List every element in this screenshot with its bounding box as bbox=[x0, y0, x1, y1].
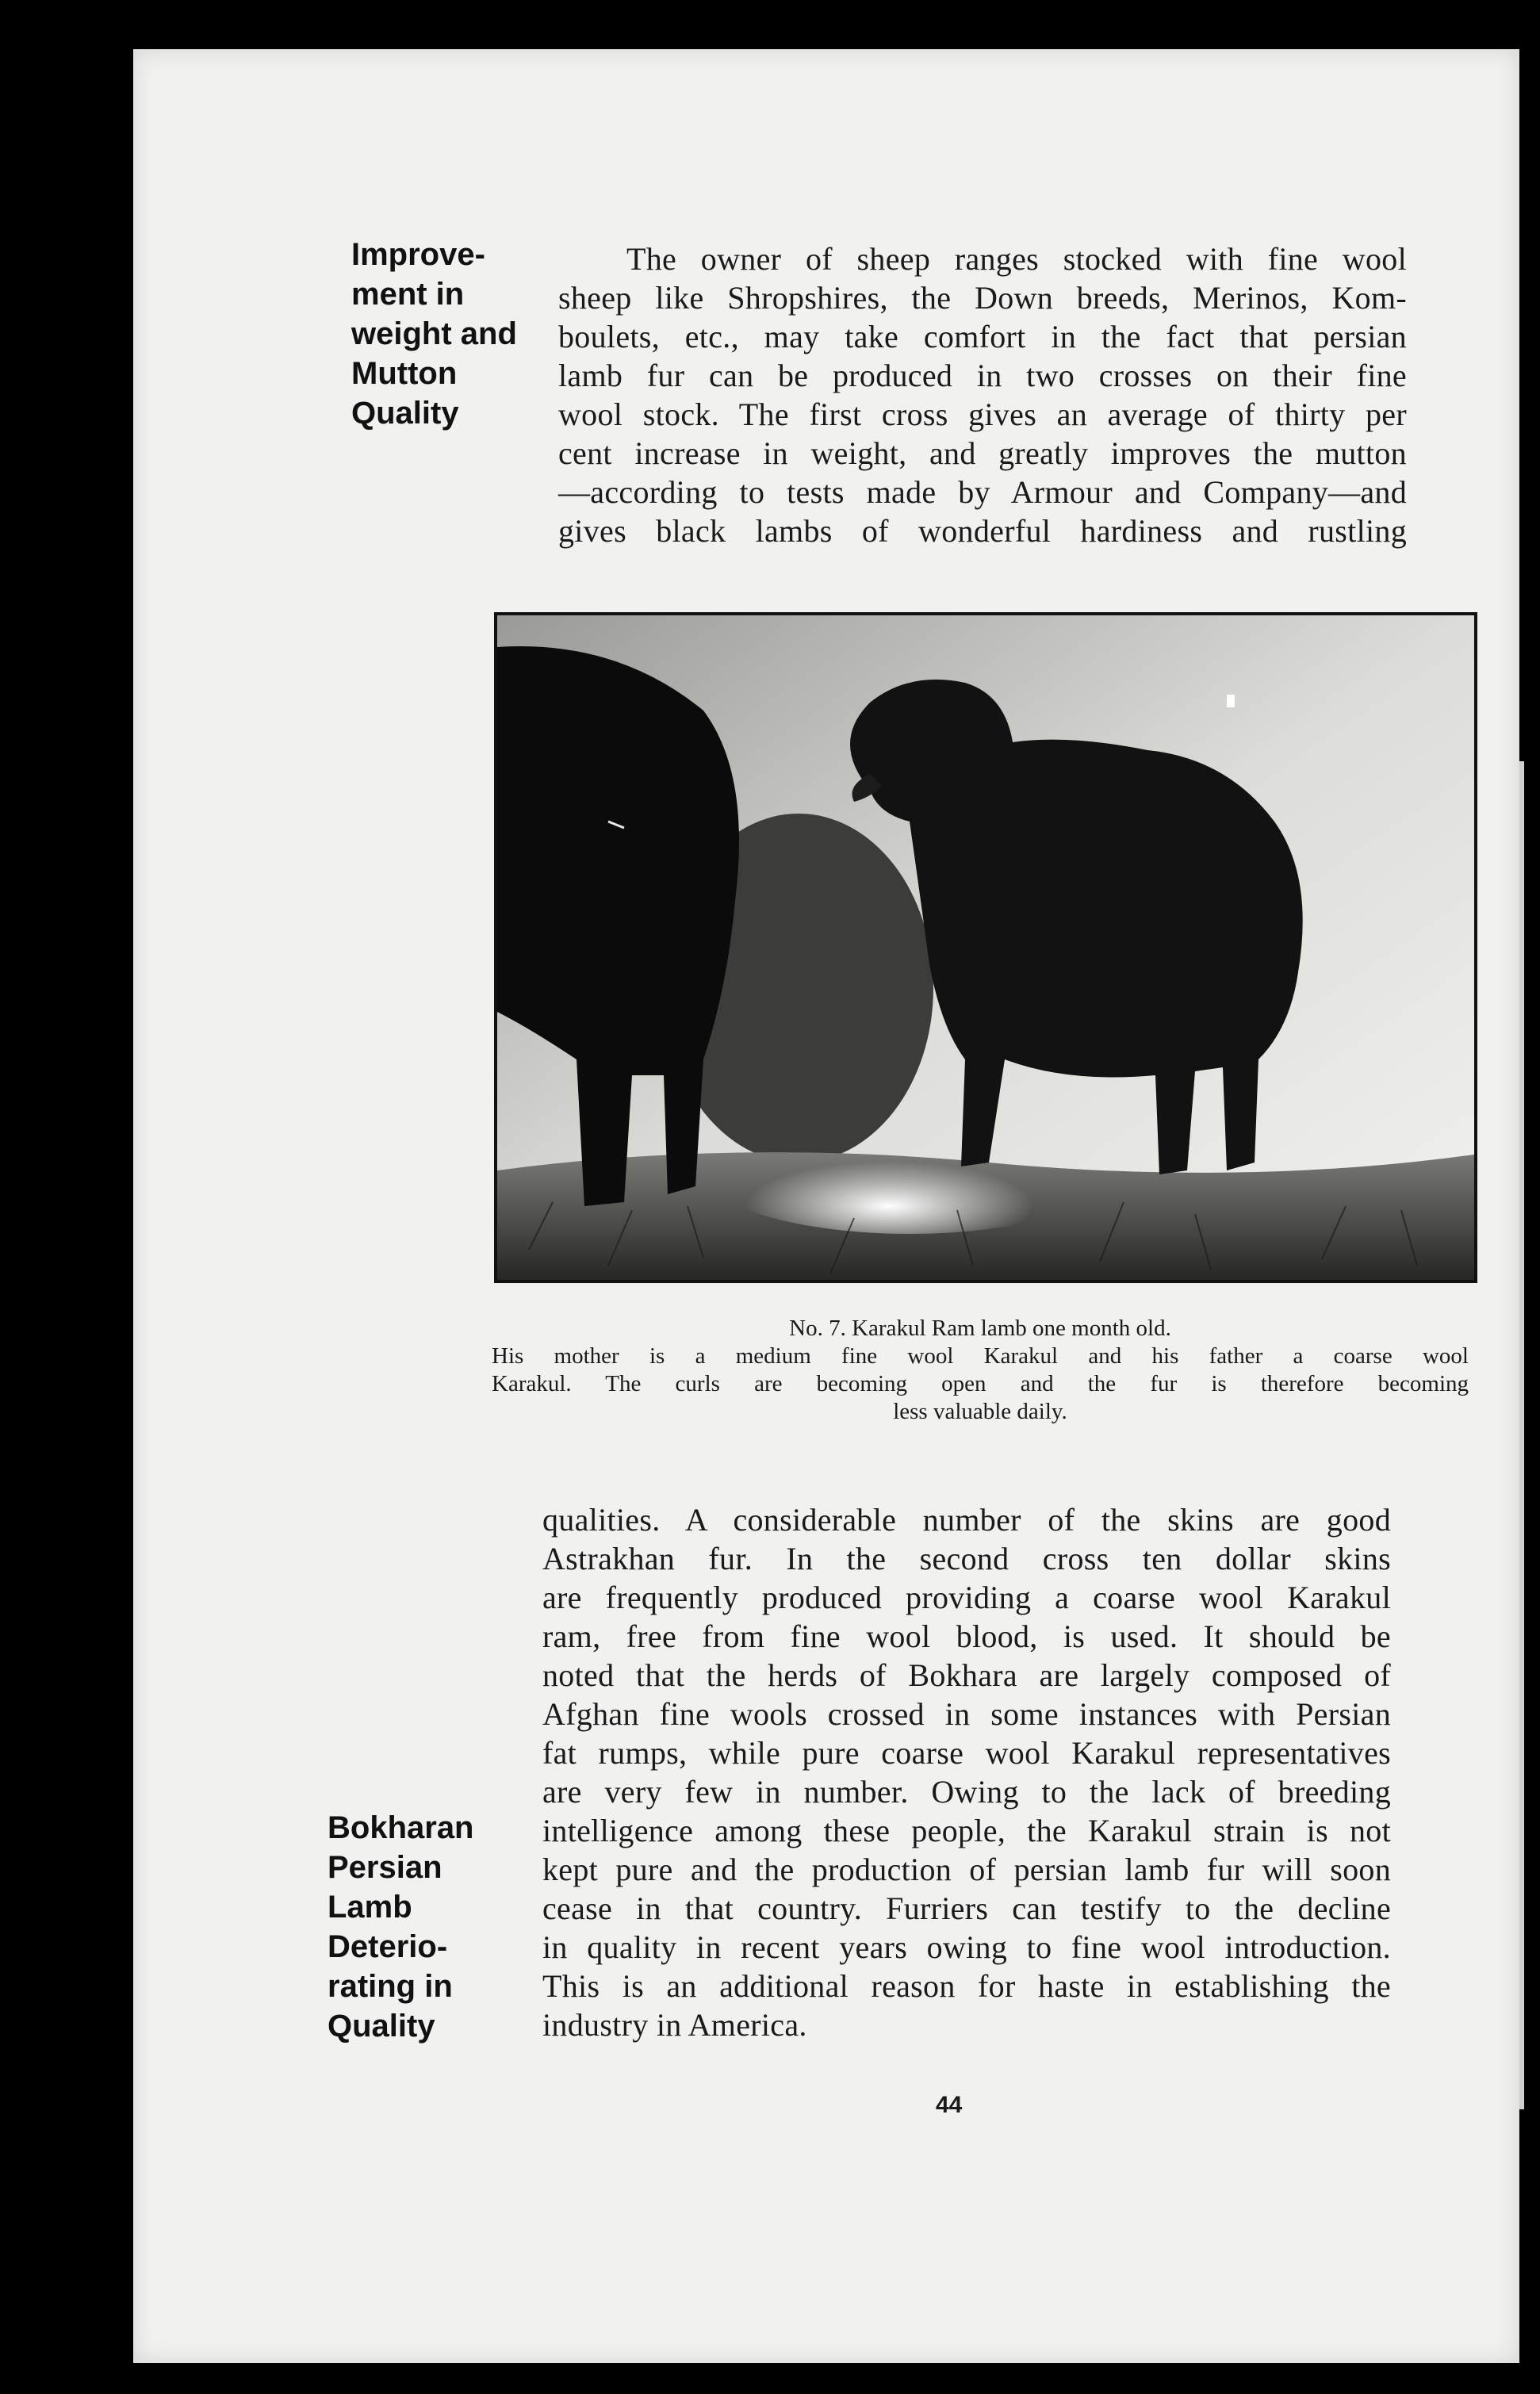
sidenote-bokharan bbox=[328, 1808, 474, 2046]
text-line: are frequently produced providing a coarse wool Karakul bbox=[542, 1580, 1391, 1615]
sidenote-line: ment in bbox=[351, 277, 465, 312]
text-line: lamb fur can be produced in two crosses on their fine bbox=[558, 358, 1407, 393]
caption-title: No. 7. Karakul Ram lamb one month old. bbox=[789, 1316, 1171, 1341]
caption-line: less valuable daily. bbox=[893, 1399, 1067, 1424]
sidenote-weight-mutton bbox=[351, 235, 517, 433]
photo-caption bbox=[492, 1315, 1469, 1426]
text-line: Afghan fine wools crossed in some instances with Persian bbox=[542, 1696, 1391, 1732]
page-edge-shadow bbox=[1519, 761, 1524, 2109]
text-line: kept pure and the production of persian lamb fur will soon bbox=[542, 1852, 1391, 1887]
paragraph-bokhara bbox=[542, 1500, 1391, 2044]
text-line: The owner of sheep ranges stocked with fine wool bbox=[626, 241, 1407, 277]
text-line: intelligence among these people, the Karakul strain is not bbox=[542, 1813, 1391, 1848]
photo-karakul-lambs bbox=[494, 612, 1477, 1283]
text-line: cent increase in weight, and greatly improves the mutton bbox=[558, 435, 1407, 471]
sidenote-line: Improve- bbox=[351, 237, 485, 272]
text-line: fat rumps, while pure coarse wool Karakul representatives bbox=[542, 1735, 1391, 1771]
sidenote-line: Mutton bbox=[351, 356, 458, 391]
text-line: Astrakhan fur. In the second cross ten dollar skins bbox=[542, 1541, 1391, 1576]
sidenote-line: Persian bbox=[328, 1850, 442, 1885]
text-line: are very few in number. Owing to the lack of breeding bbox=[542, 1774, 1391, 1810]
text-line: in quality in recent years owing to fine wool introduction. bbox=[542, 1929, 1391, 1965]
sidenote-line: rating in bbox=[328, 1969, 453, 2004]
paragraph-fine-wool bbox=[558, 239, 1407, 550]
text-line: —according to tests made by Armour and Company—and bbox=[558, 474, 1407, 510]
text-line: sheep like Shropshires, the Down breeds, Merinos, Kom- bbox=[558, 280, 1407, 316]
sidenote-line: Bokharan bbox=[328, 1810, 474, 1845]
text-line: noted that the herds of Bokhara are largely composed of bbox=[542, 1657, 1391, 1693]
text-line: gives black lambs of wonderful hardiness and rustling bbox=[558, 513, 1407, 549]
caption-line: His mother is a medium fine wool Karakul and his father a coarse wool bbox=[492, 1343, 1469, 1369]
sidenote-line: Lamb bbox=[328, 1890, 412, 1925]
caption-line: Karakul. The curls are becoming open and the fur is therefore becoming bbox=[492, 1371, 1469, 1396]
text-line: industry in America. bbox=[542, 2007, 807, 2043]
sidenote-line: Deterio- bbox=[328, 1929, 448, 1964]
text-line: ram, free from fine wool blood, is used. It should be bbox=[542, 1618, 1391, 1654]
text-line: boulets, etc., may take comfort in the fact that persian bbox=[558, 319, 1407, 354]
text-line: qualities. A considerable number of the skins are good bbox=[542, 1502, 1391, 1538]
text-line: wool stock. The first cross gives an average of thirty per bbox=[558, 396, 1407, 432]
text-line: cease in that country. Furriers can testify to the decline bbox=[542, 1890, 1391, 1926]
lamb-photo-illustration bbox=[497, 615, 1474, 1280]
sidenote-line: weight and bbox=[351, 316, 517, 351]
sidenote-line: Quality bbox=[328, 2009, 435, 2044]
sidenote-line: Quality bbox=[351, 396, 459, 431]
text-line: This is an additional reason for haste in establishing the bbox=[542, 1968, 1391, 2004]
page-number: 44 bbox=[936, 2092, 963, 2118]
